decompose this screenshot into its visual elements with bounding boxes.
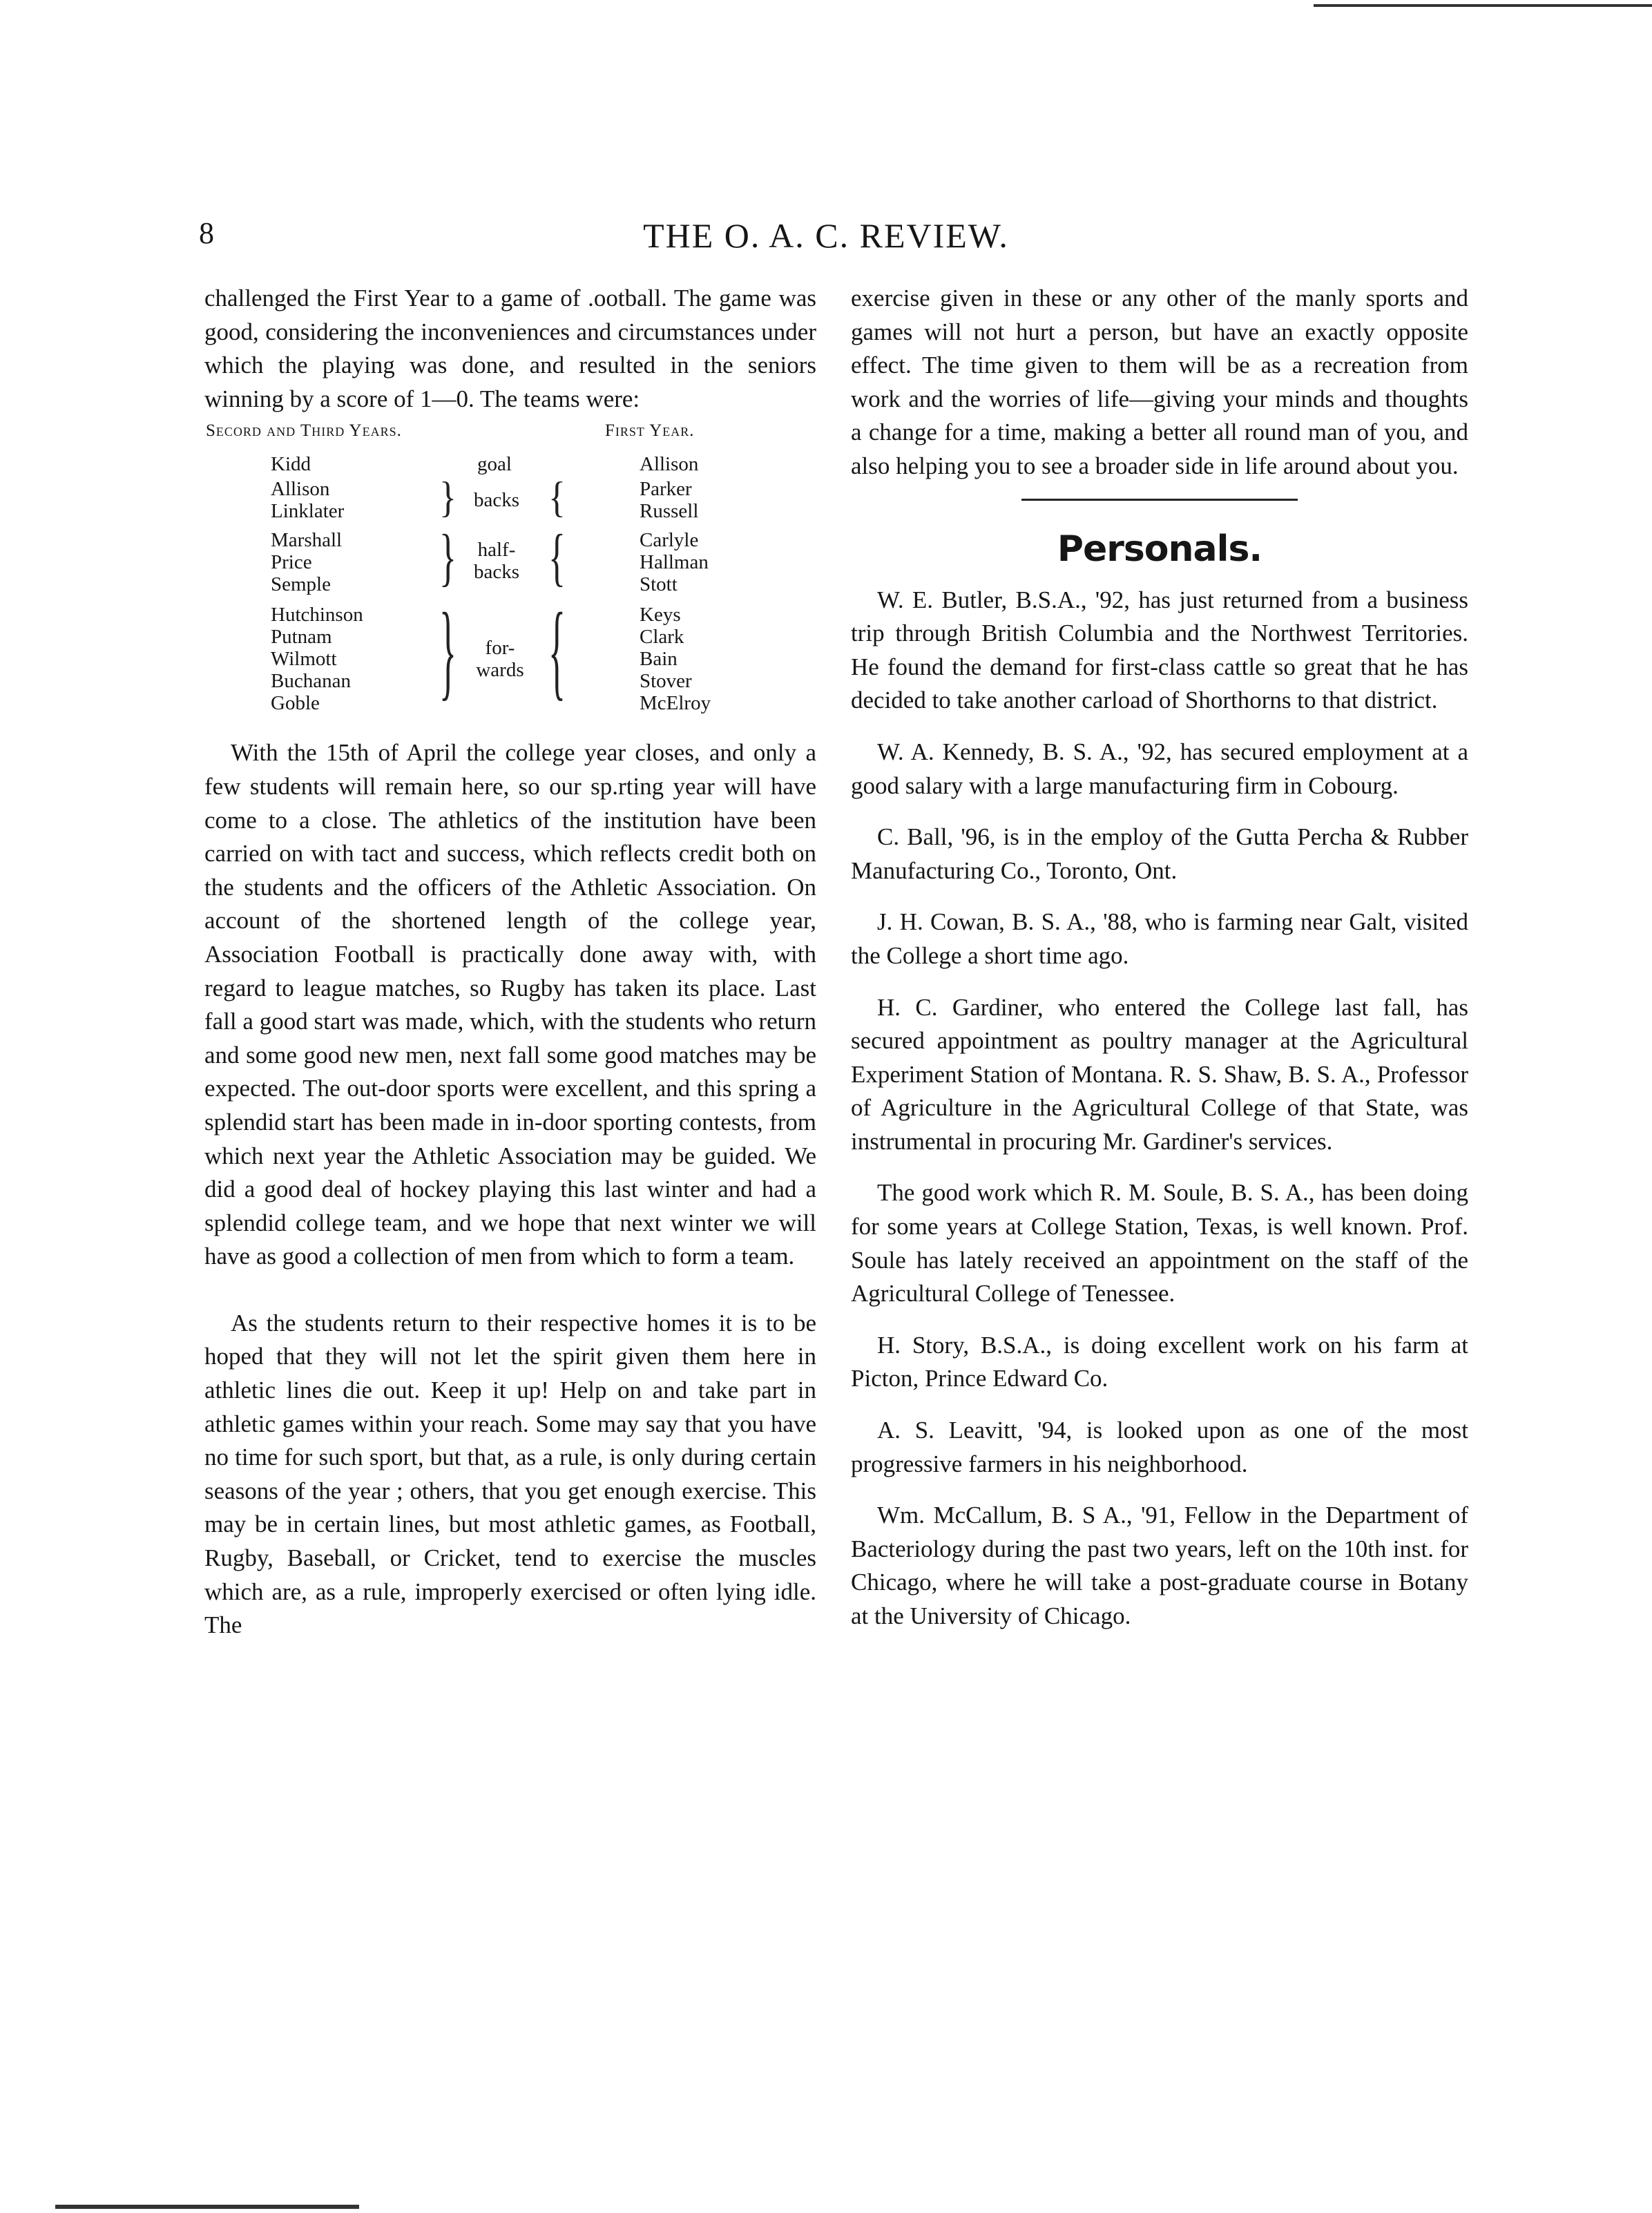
player-name: Linklater	[271, 500, 345, 523]
player-name: Keys	[640, 604, 681, 626]
position-label: for-	[485, 637, 515, 660]
brace-right: }	[439, 522, 457, 594]
paragraph-football-game: challenged the First Year to a game of .ootball. The game was good, considering the inconveniences and circumstances under which the playing was done, and resulted in the seniors winning by a score of 1—0. The teams were:	[204, 285, 816, 412]
section-divider	[1021, 499, 1298, 501]
brace-right: }	[439, 593, 457, 712]
player-name: Allison	[640, 453, 699, 476]
player-name: Carlyle	[640, 529, 699, 552]
personal-item: H. Story, B.S.A., is doing excellent work on his farm at Picton, Prince Edward Co.	[851, 1331, 1468, 1392]
player-name: Stott	[640, 573, 678, 596]
player-name: Clark	[640, 626, 684, 649]
player-name: Marshall	[271, 529, 343, 552]
personal-item: J. H. Cowan, B. S. A., '88, who is farming near Galt, visited the College a short time ago.	[851, 908, 1468, 969]
personal-item: A. S. Leavitt, '94, is looked upon as one of the most progressive farmers in his neighborhood.	[851, 1417, 1468, 1477]
player-name: Allison	[271, 478, 330, 501]
player-name: Hutchinson	[271, 604, 363, 626]
position-label: goal	[477, 453, 512, 476]
player-name: Hallman	[640, 551, 709, 574]
running-head: THE O. A. C. REVIEW.	[643, 216, 1009, 255]
player-name: Semple	[271, 573, 331, 596]
player-name: Kidd	[271, 453, 311, 476]
player-name: McElroy	[640, 692, 711, 715]
position-label: backs	[473, 489, 520, 512]
player-name: Buchanan	[271, 670, 351, 693]
brace-left: {	[548, 593, 566, 712]
personal-item: W. E. Butler, B.S.A., '92, has just returned from a business trip through British Columbia and the Northwest Territories. He found the demand for first-class cattle so great that he has decided to take another carload of Shorthorns to that district.	[851, 586, 1468, 714]
personal-item: The good work which R. M. Soule, B. S. A., has been doing for some years at College Station, Texas, is well known. Prof. Soule has lately received an appointment on the staff of the Agricultural College of Tenessee.	[851, 1179, 1468, 1307]
right-column	[851, 282, 1468, 1634]
left-column	[204, 282, 816, 1642]
player-name: Russell	[640, 500, 699, 523]
personal-item: Wm. McCallum, B. S A., '91, Fellow in the Department of Bacteriology during the past two years, left on the 10th inst. for Chicago, where he will take a post-graduate course in Botany at the University of Chicago.	[851, 1502, 1468, 1629]
team-header-senior: Secord and Third Years.	[206, 421, 402, 441]
player-name: Parker	[640, 478, 692, 501]
team-lineup-table	[204, 421, 816, 736]
paragraph-college-year: With the 15th of April the college year closes, and only a few students will remain here, so our sp.rting year will have come to a close. The athletics of the institution have been carried on with tact and success, which reflects credit both on the students and the officers of the Athletic Association. On account of the shortened length of the college year, Association Football is practically done away with, with regard to league matches, so Rugby has taken its place. Last fall a good start was made, which, with the students who return and some good new men, next fall some good matches may be expected. The out-door sports were excellent, and this spring a splendid start has been made in in-door sporting contests, from which next year the Athletic Association may be guided. We did a good deal of hockey playing this last winter and had a splendid college team, and we hope that next winter we will have as good a collection of men from which to form a team.	[204, 739, 816, 1270]
player-name: Wilmott	[271, 648, 337, 671]
position-label: backs	[473, 561, 520, 584]
personal-item: C. Ball, '96, is in the employ of the Gutta Percha & Rubber Manufacturing Co., Toronto, Ont.	[851, 823, 1468, 884]
brace-right: }	[439, 474, 457, 522]
player-name: Goble	[271, 692, 320, 715]
player-name: Stover	[640, 670, 692, 693]
personal-item: H. C. Gardiner, who entered the College last fall, has secured appointment as poultry manager at the Agricultural Experiment Station of Montana. R. S. Shaw, B. S. A., Professor of Agriculture in the Agricultural College of that State, was instrumental in procuring Mr. Gardiner's services.	[851, 993, 1468, 1155]
scan-edge-rule	[1314, 4, 1652, 7]
scan-edge-rule	[55, 2205, 359, 2209]
brace-left: {	[548, 522, 566, 594]
personal-item: W. A. Kennedy, B. S. A., '92, has secured employment at a good salary with a large manufacturing firm in Cobourg.	[851, 738, 1468, 799]
team-header-first-year: First Year.	[605, 421, 695, 441]
position-label: wards	[476, 659, 524, 682]
position-label: half-	[477, 539, 516, 562]
player-name: Bain	[640, 648, 678, 671]
player-name: Price	[271, 551, 312, 574]
page-number: 8	[199, 216, 214, 250]
paragraph-exercise: exercise given in these or any other of the manly sports and games will not hurt a person, but have an exactly opposite effect. The time given to them will be as a recreation from work and the worries of life—giving your minds and thoughts a change for a time, making a better all round man of you, and also helping you to see a broader side in life around about you.	[851, 285, 1468, 479]
paragraph-keep-it-up: As the students return to their respective homes it is to be hoped that they will not let the spirit given them here in athletic lines die out. Keep it up! Help on and take part in athletic games within your reach. Some may say that you have no time for such sport, but that, as a rule, is only during certain seasons of the year ; others, that you get enough exercise. This may be in certain lines, but most athletic games, as Football, Rugby, Baseball, or Cricket, tend to exercise the muscles which are, as a rule, improperly exercised or often lying idle. The	[204, 1309, 816, 1639]
brace-left: {	[548, 474, 566, 522]
player-name: Putnam	[271, 626, 332, 649]
section-heading-personals: Personals.	[1057, 528, 1262, 570]
